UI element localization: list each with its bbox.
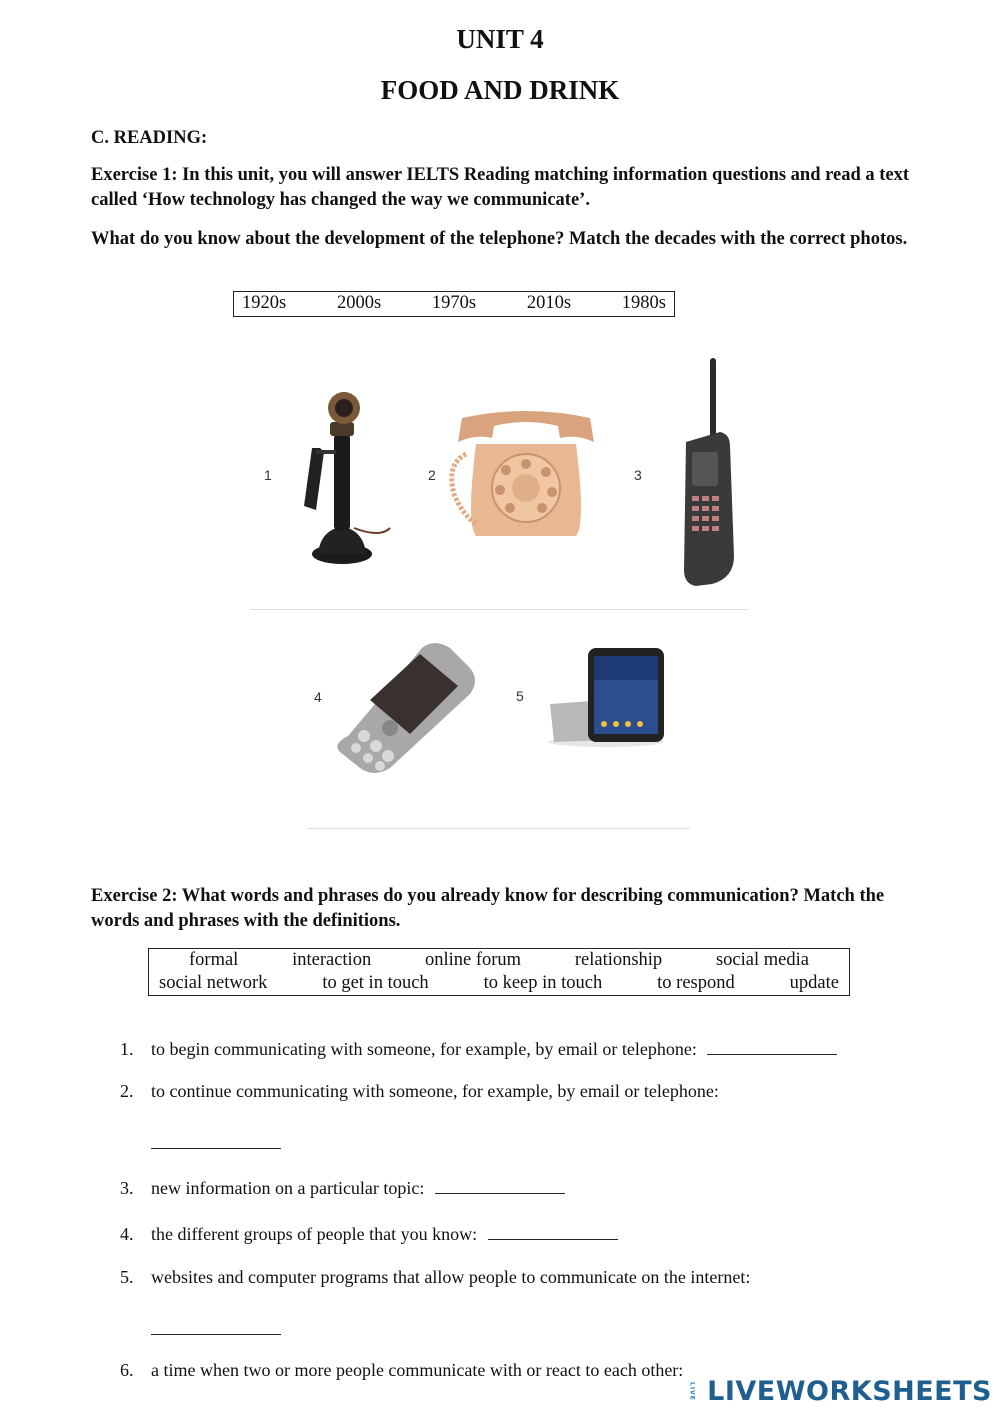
decade-word: 2010s	[526, 293, 572, 313]
decade-word: 2000s	[336, 293, 382, 313]
exercise2-intro: Exercise 2: What words and phrases do you already know for describing communication? Match the words and phrases with the definitions.	[91, 886, 885, 931]
live-badge-icon	[681, 1378, 703, 1406]
question-number: 6.	[120, 1360, 134, 1380]
question-number: 3.	[120, 1178, 134, 1198]
word-option: formal	[189, 950, 239, 970]
question-number: 2.	[120, 1081, 134, 1101]
question-text: to begin communicating with someone, for example, by email or telephone:	[151, 1039, 697, 1059]
answer-blank[interactable]	[435, 1175, 565, 1194]
photo-number: 5	[516, 688, 524, 704]
answer-blank[interactable]	[707, 1036, 837, 1055]
liveworksheets-logo	[681, 1376, 992, 1407]
section-heading: C. READING:	[91, 128, 208, 148]
exercise1-instruction: What do you know about the development of the telephone? Match the decades with the correct photos.	[91, 229, 908, 249]
word-option: social media	[715, 950, 809, 970]
photo-number: 1	[264, 467, 272, 483]
question-item	[120, 1175, 565, 1199]
question-number: 5.	[120, 1267, 134, 1287]
photo-number: 2	[428, 467, 436, 483]
word-option: update	[789, 973, 839, 993]
word-option: to get in touch	[322, 973, 429, 993]
divider	[308, 828, 690, 829]
keypad-mobile-phone-icon	[330, 640, 478, 776]
word-option: to respond	[657, 973, 735, 993]
rotary-phone-icon	[436, 404, 608, 546]
question-text: to continue communicating with someone, for example, by email or telephone:	[151, 1081, 719, 1101]
question-text: a time when two or more people communicate with or react to each other:	[151, 1360, 684, 1380]
decade-word: 1970s	[431, 293, 477, 313]
photo-number: 4	[314, 689, 322, 705]
word-option: social network	[159, 973, 268, 993]
decade-word: 1920s	[242, 293, 287, 313]
word-option: to keep in touch	[483, 973, 603, 993]
question-text: new information on a particular topic:	[151, 1178, 425, 1198]
question-text: the different groups of people that you know:	[151, 1224, 478, 1244]
question-item	[120, 1081, 719, 1102]
answer-blank[interactable]	[488, 1221, 618, 1240]
question-number: 1.	[120, 1039, 134, 1059]
word-option: online forum	[424, 950, 522, 970]
word-box	[148, 948, 850, 996]
word-row	[159, 949, 839, 972]
photo-number: 3	[634, 467, 642, 483]
brick-mobile-phone-icon	[678, 356, 740, 588]
word-option: interaction	[292, 950, 372, 970]
candlestick-phone-icon	[290, 378, 400, 570]
liveworksheets-wordmark: LIVEWORKSHEETS	[707, 1376, 992, 1407]
topic-title: FOOD AND DRINK	[380, 75, 620, 105]
divider	[250, 609, 748, 610]
question-item	[120, 1360, 683, 1381]
decades-box	[233, 291, 675, 317]
question-number: 4.	[120, 1224, 134, 1244]
unit-title: UNIT 4	[456, 24, 544, 54]
decade-word: 1980s	[621, 293, 666, 313]
word-option: relationship	[574, 950, 663, 970]
answer-blank[interactable]	[151, 1316, 281, 1335]
question-text: websites and computer programs that allow people to communicate on the internet:	[151, 1267, 751, 1287]
smartphone-icon	[546, 644, 686, 748]
exercise1-intro: Exercise 1: In this unit, you will answer IELTS Reading matching information questions and read a text called ‘How technology has changed the way we communicate’.	[91, 165, 910, 210]
word-row	[159, 972, 839, 995]
live-badge-text: LIVE	[688, 1382, 696, 1401]
question-item	[120, 1267, 750, 1288]
answer-blank[interactable]	[151, 1130, 281, 1149]
question-item	[120, 1221, 618, 1245]
question-item	[120, 1036, 837, 1060]
